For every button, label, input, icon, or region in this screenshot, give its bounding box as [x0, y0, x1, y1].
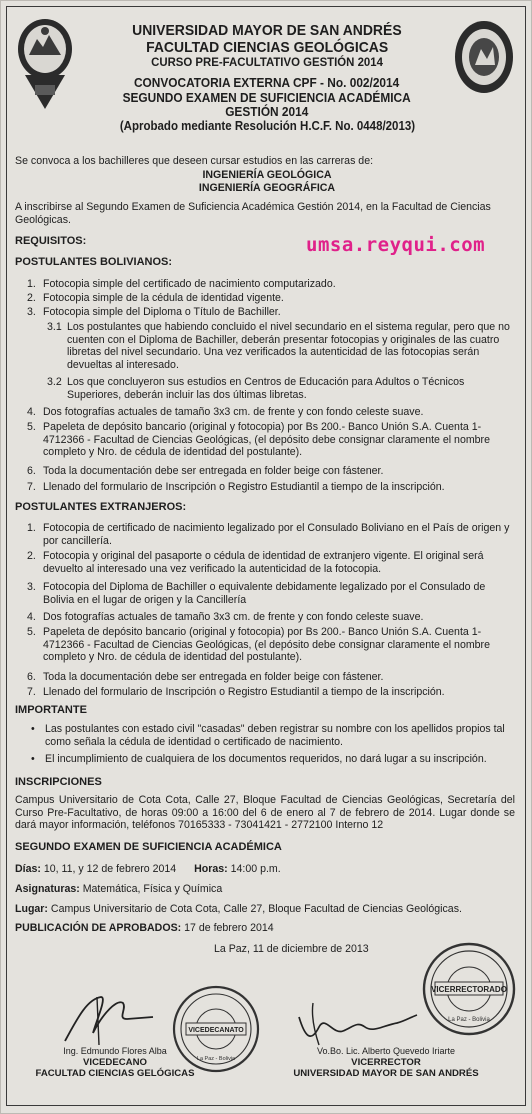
faculty-name: FACULTAD CIENCIAS GEOLÓGICAS	[145, 39, 389, 56]
list-item: 4. Dos fotografías actuales de tamaño 3x3 cm. de frente y con fondo celeste suave.	[27, 611, 424, 623]
intro-text: Se convoca a los bachilleres que deseen cursar estudios en las carreras de:	[15, 155, 374, 167]
inscripciones-text: Campus Universitario de Cota Cota, Calle 27, Bloque Facultad de Ciencias Geológicas, Secretaría del Curso Pre-Facultativo, de horas 09:00 a 16:00 del 6 de enero al 7 de febrero de 2014. Lugar donde se dará mayor información, teléfonos 70165333 - 73041421 - 2772100 Interno 12	[15, 794, 515, 832]
list-item: 1. Fotocopia de certificado de nacimiento legalizado por el Consulado Boliviano en el País de origen y por cancillería.	[27, 522, 510, 547]
vicerrector-signature-block: Vo.Bo. Lic. Alberto Quevedo Iriarte VICERRECTOR UNIVERSIDAD MAYOR DE SAN ANDRÉS	[293, 1046, 479, 1079]
watermark-url: umsa.reyqui.com	[306, 234, 486, 256]
list-item: 3. Fotocopia del Diploma de Bachiller o equivalente debidamente legalizado por el Consulado de Bolivia en el lugar de origen y la Cancillería	[27, 581, 486, 606]
extranjeros-heading: POSTULANTES EXTRANJEROS:	[15, 501, 187, 513]
course-name: CURSO PRE-FACULTATIVO GESTIÓN 2014	[151, 55, 383, 69]
list-item: 2. Fotocopia simple de la cédula de identidad vigente.	[27, 292, 284, 304]
university-name: UNIVERSIDAD MAYOR DE SAN ANDRÉS	[132, 22, 402, 39]
place-date: La Paz, 11 de diciembre de 2013	[214, 943, 369, 955]
call-number: CONVOCATORIA EXTERNA CPF - No. 002/2014	[134, 76, 400, 90]
list-item: 5. Papeleta de depósito bancario (original y fotocopia) por Bs 200.- Banco Unión S.A. Cuenta 1-4712366 - Facultad de Ciencias Geológicas, (el depósito debe consignar claramente el nombre completo y Nro. de cédula de identidad del postulante).	[27, 626, 490, 664]
svg-text:La Paz - Bolivia: La Paz - Bolivia	[196, 1056, 236, 1062]
list-item: 7. Llenado del formulario de Inscripción o Registro Estudiantil a tiempo de la inscripción.	[27, 686, 445, 698]
vicerrectorado-stamp-icon	[421, 941, 517, 1037]
career-geography: INGENIERÍA GEOGRÁFICA	[198, 182, 336, 194]
list-item: 4. Dos fotografías actuales de tamaño 3x3 cm. de frente y con fondo celeste suave.	[27, 406, 424, 418]
list-item: • Las postulantes con estado civil "casadas" deben registrar su nombre con los apellidos propios tal como señala la cédula de identidad o certificado de nacimiento.	[31, 723, 505, 748]
exam-place-row: Lugar: Campus Universitario de Cota Cota, Calle 27, Bloque Facultad de Ciencias Geológicas.	[15, 903, 462, 915]
vicedecano-signature-block: Ing. Edmundo Flores Alba VICEDECANO FACULTAD CIENCIAS GELÓGICAS	[35, 1046, 195, 1079]
list-item: 7. Llenado del formulario de Inscripción o Registro Estudiantil a tiempo de la inscripción.	[27, 481, 445, 493]
vicedecano-signature-icon	[57, 989, 167, 1049]
list-item: • El incumplimiento de cualquiera de los documentos requeridos, no dará lugar a su inscripción.	[31, 753, 487, 765]
svg-text:La Paz - Bolivia: La Paz - Bolivia	[448, 1017, 490, 1023]
list-item: 2. Fotocopia y original del pasaporte o cédula de identidad de extranjero vigente. El original será devuelto al interesado una vez verificado la autenticidad de la fotocopia.	[27, 550, 484, 575]
inscripciones-heading: INSCRIPCIONES	[15, 776, 102, 788]
gestion-title: GESTIÓN 2014	[225, 105, 309, 119]
list-item: 5. Papeleta de depósito bancario (original y fotocopia) por Bs 200.- Banco Unión S.A. Cuenta 1-4712366 - Facultad de Ciencias Geológicas, (el depósito debe consignar claramente el nombre completo y Nro. de cédula de identidad del postulante).	[27, 421, 490, 459]
svg-text:VICERRECTORADO: VICERRECTORADO	[431, 985, 507, 994]
vicerrector-signature-icon	[293, 997, 423, 1049]
inscription-text: A inscribirse al Segundo Examen de Suficiencia Académica Gestión 2014, en la Facultad de Ciencias Geológicas.	[15, 201, 491, 226]
exam-days-row: Días: 10, 11, y 12 de febrero 2014 Horas: 14:00 p.m.	[15, 863, 281, 875]
requisitos-heading: REQUISITOS:	[15, 235, 87, 247]
publication-row: PUBLICACIÓN DE APROBADOS: 17 de febrero 2014	[15, 922, 274, 934]
list-item: 6. Toda la documentación debe ser entregada en folder beige con fástener.	[27, 671, 384, 683]
list-item: 6. Toda la documentación debe ser entregada en folder beige con fástener.	[27, 465, 384, 477]
list-item: 1. Fotocopia simple del certificado de nacimiento computarizado.	[27, 278, 336, 290]
list-item: 3.2 Los que concluyeron sus estudios en Centros de Educación para Adultos o Técnicos Superiores, deberán incluir las dos últimas libretas.	[47, 376, 465, 401]
approval-resolution: (Aprobado mediante Resolución H.C.F. No. 0448/2013)	[119, 119, 415, 133]
list-item: 3. Fotocopia simple del Diploma o Título de Bachiller.	[27, 306, 281, 318]
exam-section-heading: SEGUNDO EXAMEN DE SUFICIENCIA ACADÉMICA	[15, 841, 282, 853]
career-geology: INGENIERÍA GEOLÓGICA	[202, 169, 332, 181]
importante-heading: IMPORTANTE	[15, 704, 87, 716]
exam-title: SEGUNDO EXAMEN DE SUFICIENCIA ACADÉMICA	[122, 91, 412, 105]
exam-subjects-row: Asignaturas: Matemática, Física y Química	[15, 883, 223, 895]
svg-text:VICEDECANATO: VICEDECANATO	[188, 1027, 244, 1034]
list-item: 3.1 Los postulantes que habiendo concluido el nivel secundario en el sistema regular, pero que no cuenten con el Diploma de Bachiller, deberán presentar fotocopias y originales de las cuatro libretas del nivel secundario. Una vez verificados la autenticidad de las fotocopias serán devueltas al interesado.	[47, 321, 510, 371]
bolivianos-heading: POSTULANTES BOLIVIANOS:	[15, 256, 173, 268]
